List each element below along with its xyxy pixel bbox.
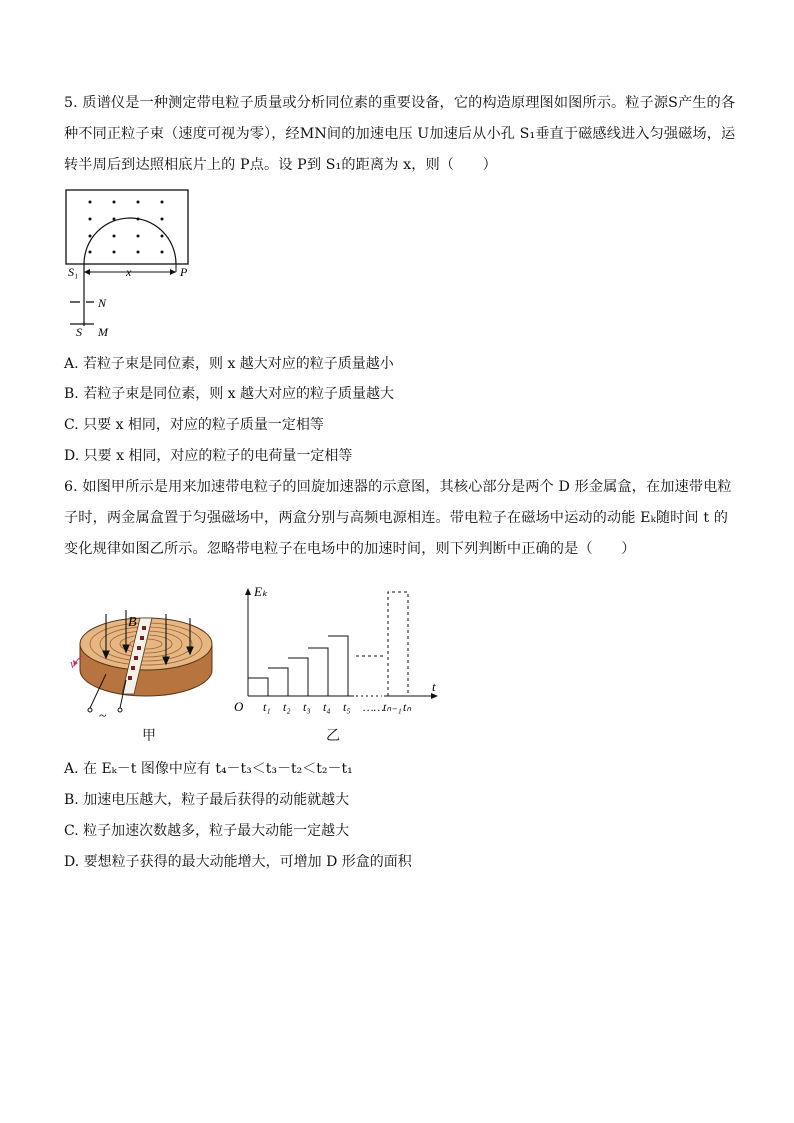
tick-label: tₙ₋₁: [383, 700, 402, 714]
label-x: x: [126, 265, 132, 279]
ek-time-graph: [232, 580, 444, 720]
tick-label: t₅: [343, 700, 351, 714]
field-dots: [89, 201, 164, 254]
ek-step: [308, 648, 328, 696]
q6-option-a: A. 在 Eₖ－t 图像中应有 t₄－t₃＜t₃－t₂＜t₂－t₁: [64, 761, 353, 777]
caption-yi: 乙: [326, 728, 340, 744]
ylabel-ek: Eₖ: [254, 584, 268, 599]
label-s: S: [76, 325, 82, 339]
label-m: M: [98, 325, 108, 339]
ek-step: [268, 668, 288, 696]
magnetic-field-box: [66, 190, 188, 264]
xlabel-t: t: [432, 679, 436, 694]
label-ac-source: ~: [99, 709, 107, 724]
q5-option-c: C. 只要 x 相同，对应的粒子质量一定相等: [64, 417, 324, 433]
cyclotron-figure: [66, 604, 226, 724]
label-s1: S₁: [68, 265, 79, 279]
origin-o: O: [234, 699, 244, 714]
ek-final-step: [388, 592, 408, 696]
caption-jia: 甲: [142, 728, 156, 744]
ek-step: [248, 678, 268, 696]
tick-label: ……: [363, 700, 385, 714]
tick-label: t₃: [303, 700, 311, 714]
q5-stem: 5. 质谱仪是一种测定带电粒子质量或分析同位素的重要设备，它的构造原理图如图所示。粒子源S产生的各种不同正粒子束（速度可视为零），经MN间的加速电压 U加速后从小孔 S₁垂直于磁感线进入匀强磁场，运转半周后到达照相底片上的 P点。设 P到 S₁的距离为 x，则（ ）: [64, 95, 736, 173]
q5-option-d: D. 只要 x 相同，对应的粒子的电荷量一定相等: [64, 448, 353, 464]
q5-option-b: B. 若粒子束是同位素，则 x 越大对应的粒子质量越大: [64, 386, 394, 402]
tick-label: t₄: [323, 700, 331, 714]
q6-option-d: D. 要想粒子获得的最大动能增大，可增加 D 形盒的面积: [64, 854, 412, 870]
tick-label: t₁: [263, 700, 271, 714]
q6-stem: 6. 如图甲所示是用来加速带电粒子的回旋加速器的示意图，其核心部分是两个 D 形金属盒，在加速带电粒子时，两金属盒置于匀强磁场中，两盒分别与高频电源相连。带电粒子在磁场中运动的动能 Eₖ随时间 t 的变化规律如图乙所示。忽略带电粒子在电场中的加速时间，则下列判断中正确的是（ ）: [64, 479, 732, 557]
ek-step: [288, 658, 308, 696]
label-n: N: [98, 296, 107, 310]
label-v: v: [70, 656, 76, 671]
particle-trajectory: [84, 218, 176, 264]
label-p: P: [180, 265, 188, 279]
tick-label: tₙ: [403, 700, 412, 714]
tick-label: t₂: [283, 700, 291, 714]
q6-option-c: C. 粒子加速次数越多，粒子最大动能一定越大: [64, 823, 350, 839]
mass-spectrometer-figure: [62, 186, 212, 342]
label-b: B: [128, 615, 137, 630]
q5-option-a: A. 若粒子束是同位素，则 x 越大对应的粒子质量越小: [64, 356, 394, 372]
ek-step: [328, 636, 348, 696]
q6-option-b: B. 加速电压越大，粒子最后获得的动能就越大: [64, 792, 350, 808]
